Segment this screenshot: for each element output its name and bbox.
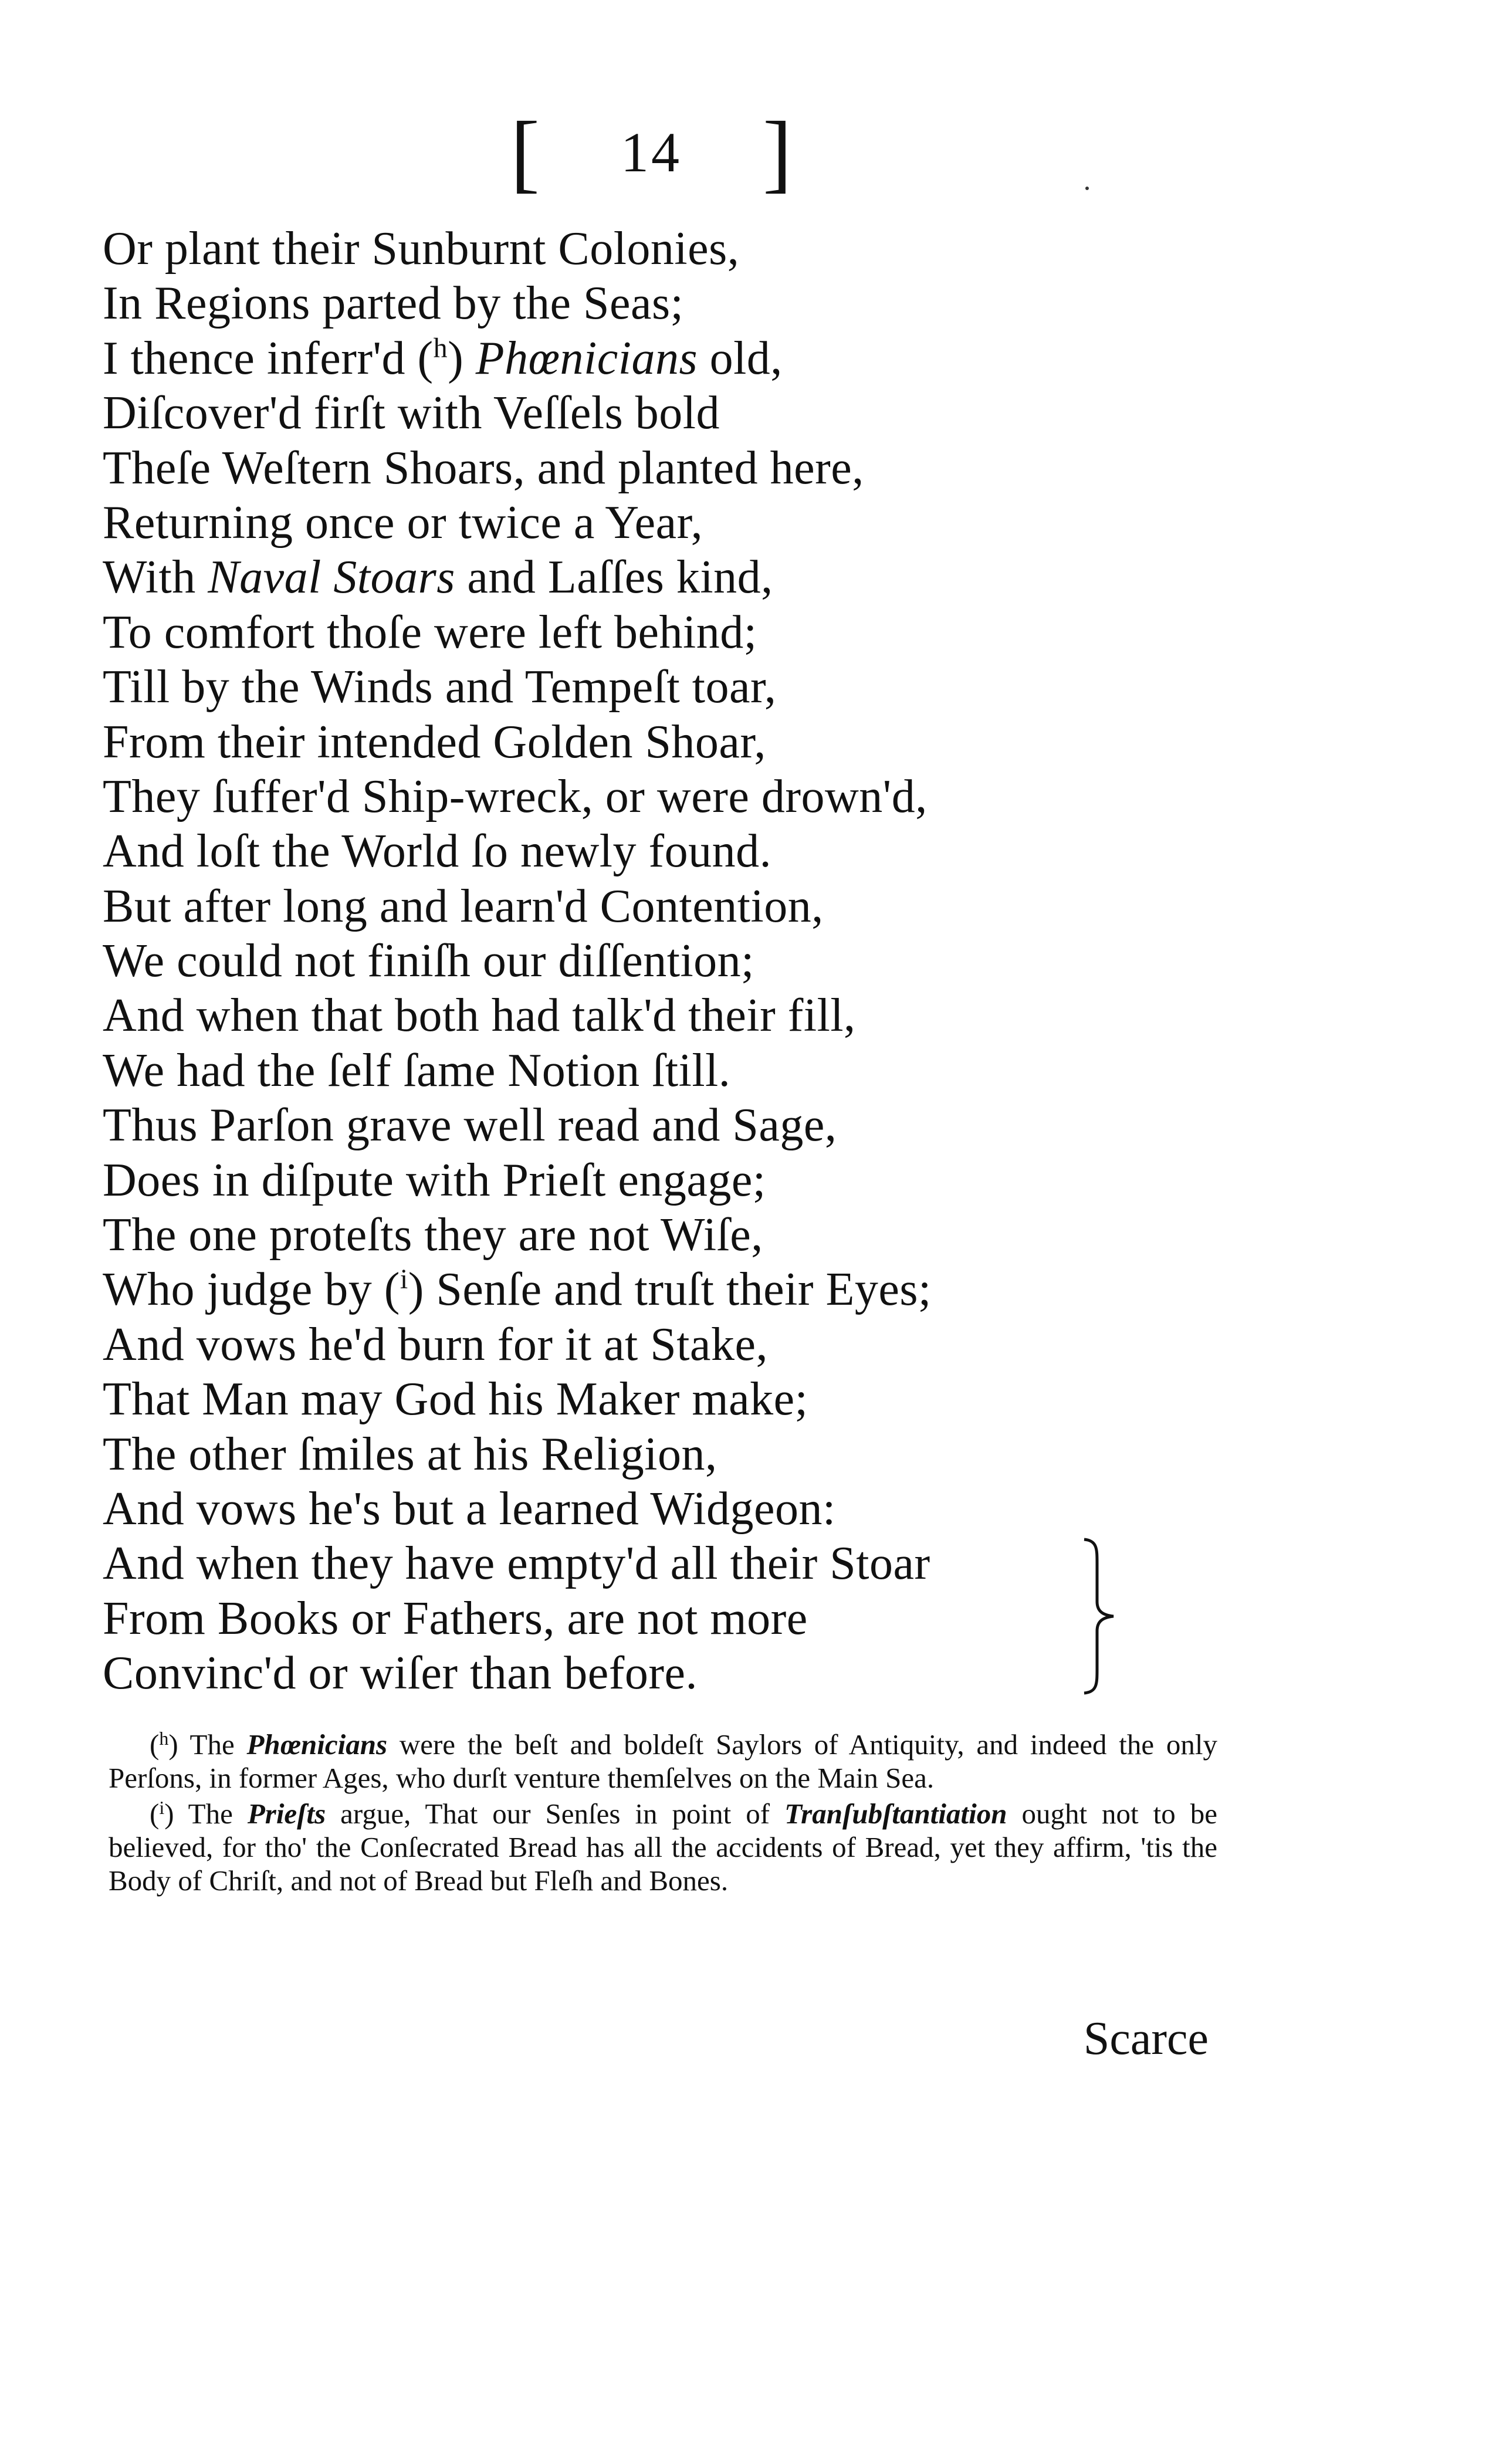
page-number	[510, 104, 792, 201]
verse-line	[103, 989, 1159, 1043]
verse-text: And when they have empty'd all their Stoar	[103, 1538, 930, 1590]
footnote-i	[109, 1797, 1217, 1897]
verse-text: In Regions parted by the Seas;	[103, 277, 684, 330]
footnote-h-italic: Phœnicians	[246, 1728, 388, 1761]
verse-line	[103, 1044, 1159, 1098]
verse-line	[103, 879, 1159, 934]
footnote-i-italic-2: Tranſubſtantiation	[784, 1798, 1007, 1830]
verse-line	[103, 1372, 1159, 1427]
verse-text: Or plant their Sunburnt Colonies,	[103, 223, 740, 275]
verse-line	[103, 824, 1159, 879]
verse-text: But after long and learn'd Contention,	[103, 880, 824, 932]
verse-text: That Man may God his Maker make;	[103, 1373, 808, 1426]
verse-text: The one proteſts they are not Wiſe,	[103, 1209, 763, 1261]
verse-text: From Books or Fathers, are not more	[103, 1592, 808, 1644]
footnote-i-open: (	[150, 1798, 160, 1830]
page-number-open-bracket: [	[510, 104, 540, 201]
footnote-h	[109, 1728, 1217, 1795]
verse-line	[103, 1592, 1159, 1646]
verse-line	[103, 1536, 1159, 1591]
verse-line	[103, 1153, 1159, 1208]
verse-text: The other ſmiles at his Religion,	[103, 1428, 717, 1480]
verse-line	[103, 1646, 1159, 1701]
verse-text-pre: Who judge by (	[103, 1264, 400, 1316]
verse-text: And loſt the World ſo newly found.	[103, 825, 772, 878]
verse-text-pre: I thence inferr'd (	[103, 332, 434, 384]
page-number-value: 14	[621, 121, 682, 184]
verse-italic: Naval Stoars	[208, 551, 455, 604]
verse-text: Diſcover'd firſt with Veſſels bold	[103, 387, 720, 439]
footnote-h-open: (	[150, 1728, 160, 1761]
verse-line	[103, 605, 1159, 660]
verse-line	[103, 770, 1159, 824]
footnote-h-close: ) The	[168, 1728, 247, 1761]
page-number-close-bracket: ]	[763, 104, 792, 201]
footnote-h-mark: h	[159, 1728, 169, 1749]
verse-text: Till by the Winds and Tempeſt toar,	[103, 661, 777, 713]
catchword: Scarce	[1083, 2013, 1209, 2064]
verse-text: To comfort thoſe were left behind;	[103, 606, 757, 658]
verse-text: Convinc'd or wiſer than before.	[103, 1647, 698, 1700]
poem-body	[103, 222, 1159, 1701]
footnote-i-text-1: argue, That our Senſes in point of	[326, 1798, 785, 1830]
verse-text-post: old,	[698, 332, 783, 384]
verse-text: They ſuffer'd Ship-wreck, or were drown'd,	[103, 770, 928, 823]
footnote-i-italic: Prieſts	[247, 1798, 326, 1830]
verse-line	[103, 496, 1159, 550]
print-speck	[1085, 187, 1089, 190]
verse-text-post: and Laſſes kind,	[455, 551, 773, 604]
verse-italic: Phœnicians	[475, 332, 698, 384]
verse-line	[103, 441, 1159, 496]
verse-text: Returning once or twice a Year,	[103, 496, 703, 549]
verse-text: From their intended Golden Shoar,	[103, 716, 766, 768]
footnotes	[109, 1728, 1217, 1897]
verse-line	[103, 331, 1159, 386]
verse-text: Does in diſpute with Prieſt engage;	[103, 1154, 766, 1206]
verse-line	[103, 660, 1159, 715]
footnote-h-text: were the beſt and boldeſt Saylors of Antiquity, and indeed the only Perſons, in former Ages, who durſt venture themſelves on the Main Sea.	[109, 1728, 1217, 1794]
verse-line	[103, 222, 1159, 276]
triplet-brace	[1079, 1537, 1121, 1695]
verse-text: And when that both had talk'd their fill,	[103, 990, 856, 1042]
verse-text: And vows he'd burn for it at Stake,	[103, 1318, 768, 1370]
verse-text: We had the ſelf ſame Notion ſtill.	[103, 1044, 731, 1096]
verse-line	[103, 1427, 1159, 1482]
footnote-i-close: ) The	[164, 1798, 248, 1830]
verse-text: And vows he's but a learned Widgeon:	[103, 1483, 836, 1535]
verse-text-mid: ) Senſe and truſt their Eyes;	[408, 1264, 932, 1316]
footnote-reference: i	[400, 1264, 408, 1295]
verse-line	[103, 1208, 1159, 1263]
verse-text: Thus Parſon grave well read and Sage,	[103, 1099, 837, 1152]
verse-line	[103, 1098, 1159, 1153]
verse-line	[103, 715, 1159, 770]
verse-line	[103, 386, 1159, 441]
verse-line	[103, 1482, 1159, 1536]
verse-line	[103, 276, 1159, 331]
verse-text-pre: With	[103, 551, 208, 604]
verse-text: Theſe Weſtern Shoars, and planted here,	[103, 442, 864, 494]
verse-text: We could not finiſh our diſſention;	[103, 935, 754, 987]
verse-line	[103, 1318, 1159, 1372]
footnote-i-text-2: ought not to be believed, for tho' the Conſecrated Bread has all the accidents of Bread, yet they affirm, 'tis the Body of Chriſt, and not of Bread but Fleſh and Bones.	[109, 1798, 1217, 1897]
verse-line	[103, 550, 1159, 605]
verse-line	[103, 1263, 1159, 1317]
verse-line	[103, 934, 1159, 989]
footnote-reference: h	[433, 332, 448, 364]
verse-text-mid: )	[448, 332, 476, 384]
footnote-i-mark: i	[159, 1797, 165, 1818]
